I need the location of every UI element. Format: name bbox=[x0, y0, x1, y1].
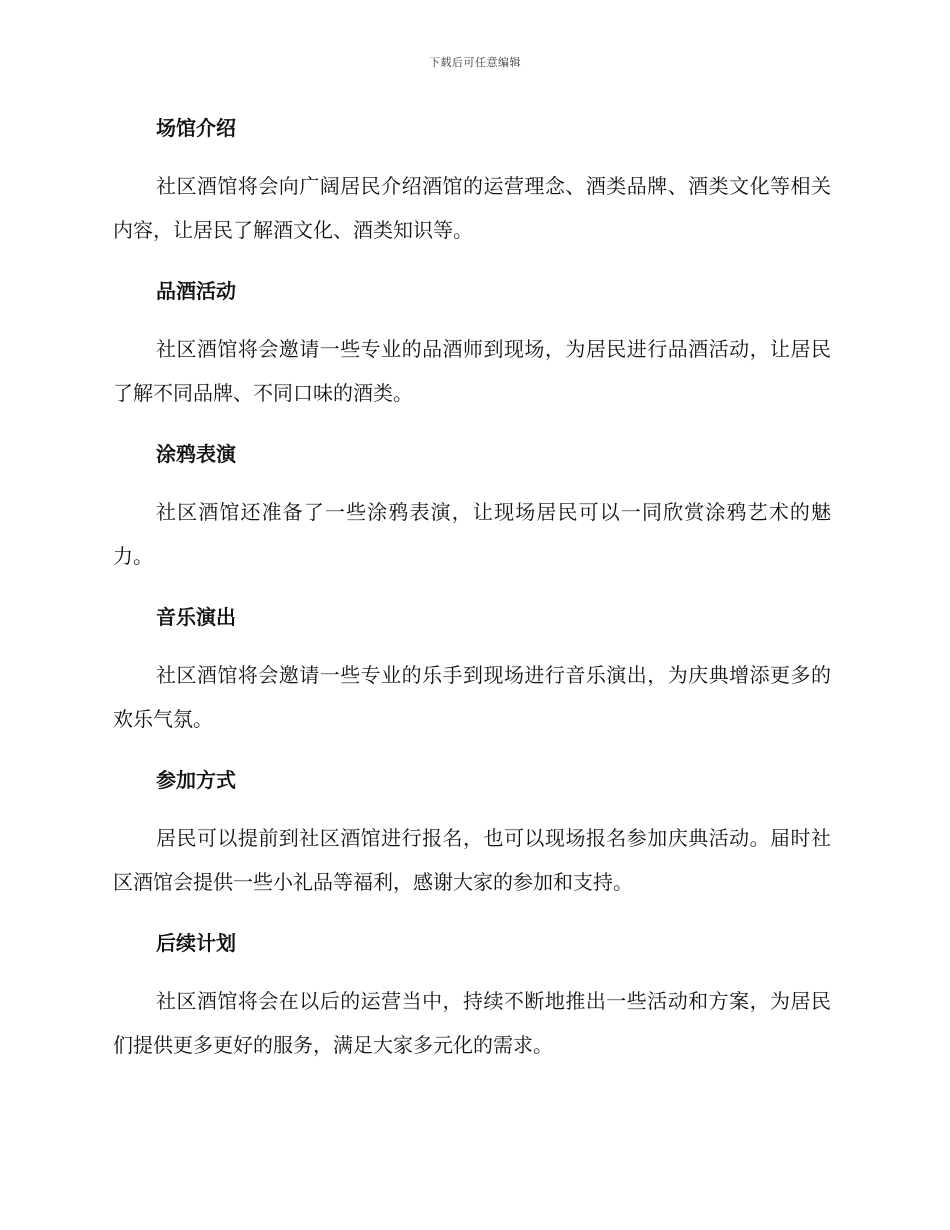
section-paragraph: 居民可以提前到社区酒馆进行报名，也可以现场报名参加庆典活动。届时社区酒馆会提供一些小礼品等福利，感谢大家的参加和支持。 bbox=[113, 826, 831, 894]
section-future-plans bbox=[113, 927, 831, 1067]
section-paragraph: 社区酒馆还准备了一些涂鸦表演，让现场居民可以一同欣赏涂鸦艺术的魅力。 bbox=[113, 500, 831, 568]
section-paragraph: 社区酒馆将会邀请一些专业的品酒师到现场，为居民进行品酒活动，让居民了解不同品牌、不同口味的酒类。 bbox=[113, 337, 831, 405]
section-heading: 参加方式 bbox=[156, 768, 236, 792]
section-venue-intro bbox=[113, 112, 831, 252]
section-paragraph: 社区酒馆将会向广阔居民介绍酒馆的运营理念、酒类品牌、酒类文化等相关内容，让居民了解酒文化、酒类知识等。 bbox=[113, 174, 831, 242]
section-music-performance bbox=[113, 601, 831, 741]
section-heading: 品酒活动 bbox=[156, 279, 236, 303]
section-graffiti-show bbox=[113, 438, 831, 578]
section-how-to-join bbox=[113, 764, 831, 904]
section-paragraph: 社区酒馆将会在以后的运营当中，持续不断地推出一些活动和方案，为居民们提供更多更好的服务，满足大家多元化的需求。 bbox=[113, 989, 831, 1057]
section-wine-tasting bbox=[113, 275, 831, 415]
section-paragraph: 社区酒馆将会邀请一些专业的乐手到现场进行音乐演出，为庆典增添更多的欢乐气氛。 bbox=[113, 663, 831, 731]
section-heading: 涂鸦表演 bbox=[156, 442, 236, 466]
section-heading: 音乐演出 bbox=[156, 605, 236, 629]
section-heading: 场馆介绍 bbox=[156, 116, 236, 140]
section-heading: 后续计划 bbox=[156, 931, 236, 955]
page-header-note: 下载后可任意编辑 bbox=[429, 56, 521, 69]
document-body bbox=[113, 112, 831, 1090]
